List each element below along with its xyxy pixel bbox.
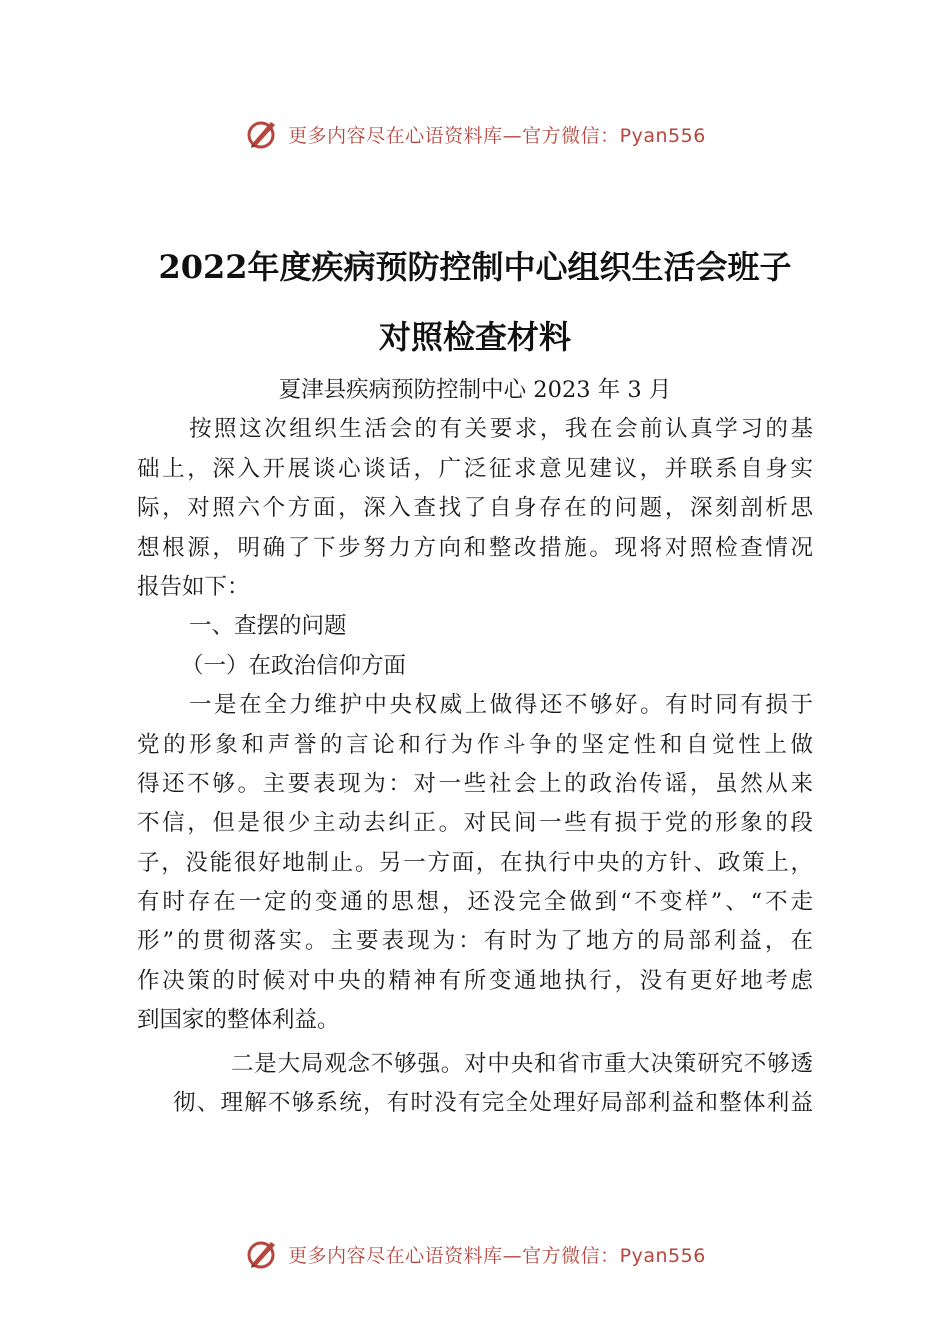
paragraph-line: 子，没能很好地制止。另一方面，在执行中央的方针、政策上， [137,849,813,876]
paragraph-line: 作决策的时候对中央的精神有所变通地执行，没有更好地考虑 [137,967,813,994]
paragraph-line: 到国家的整体利益。 [137,1007,340,1034]
paragraph-line: 一是在全力维护中央权威上做得还不够好。有时同有损于 [189,692,813,719]
pen-in-circle-icon [244,116,280,152]
document-title-line-1: 2022年度疾病预防控制中心组织生活会班子 [158,248,792,286]
intro-line: 按照这次组织生活会的有关要求，我在会前认真学习的基 [189,416,813,443]
byline: 夏津县疾病预防控制中心 2023 年 3 月 [278,377,672,403]
paragraph-line: 彻、理解不够系统，有时没有完全处理好局部利益和整体利益 [173,1090,813,1117]
watermark-text: 更多内容尽在心语资料库—官方微信：Pyan556 [288,1244,706,1267]
watermark-footer [0,1232,950,1276]
document-title-line-2: 对照检查材料 [378,318,571,356]
watermark-header [0,112,950,156]
paragraph-line: 有时存在一定的变通的思想，还没完全做到“不变样”、“不走 [137,889,813,916]
subsection-heading: （一）在政治信仰方面 [181,652,407,679]
pen-in-circle-icon [244,1236,280,1272]
intro-line: 报告如下： [137,573,250,600]
watermark-text: 更多内容尽在心语资料库—官方微信：Pyan556 [288,124,706,147]
paragraph-line: 形”的贯彻落实。主要表现为：有时为了地方的局部利益，在 [137,928,813,955]
paragraph-line: 不信，但是很少主动去纠正。对民间一些有损于党的形象的段 [137,810,813,837]
paragraph-line: 得还不够。主要表现为：对一些社会上的政治传谣，虽然从来 [137,770,813,797]
intro-line: 际，对照六个方面，深入查找了自身存在的问题，深刻剖析思 [137,495,813,522]
section-heading: 一、查摆的问题 [189,613,347,640]
paragraph-line: 二是大局观念不够强。对中央和省市重大决策研究不够透 [231,1050,813,1077]
document-body [137,371,813,1123]
paragraph-line: 党的形象和声誉的言论和行为作斗争的坚定性和自觉性上做 [137,731,813,758]
intro-line: 础上，深入开展谈心谈话，广泛征求意见建议，并联系自身实 [137,455,813,482]
intro-line: 想根源，明确了下步努力方向和整改措施。现将对照检查情况 [137,534,813,561]
